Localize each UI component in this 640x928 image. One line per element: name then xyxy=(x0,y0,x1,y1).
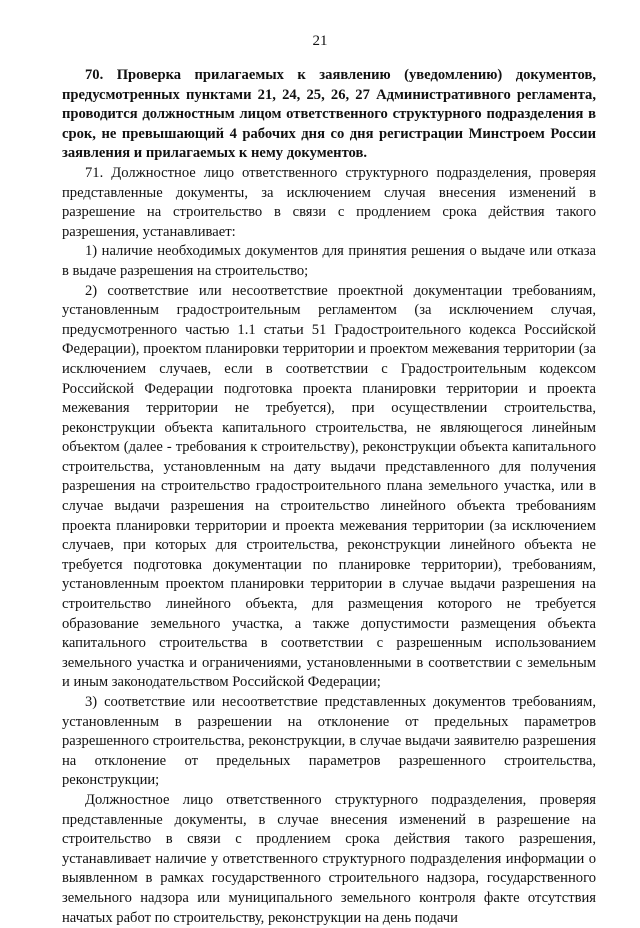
paragraph-71-extension-check: Должностное лицо ответственного структурного подразделения, проверяя представленные документы, в случае внесения изменений в разрешение на строительство в связи с продлением срока действия такого разрешения, устанавливает наличие у ответственного структурного подразделения информации о выявленном в рамках государственного строительного надзора, государственного земельного надзора или муниципального земельного контроля факте отсутствия начатых работ по строительству, реконструкции на день подачи xyxy=(62,791,596,926)
paragraph-71-item-2: 2) соответствие или несоответствие проектной документации требованиям, установленным градостроительным регламентом (за исключением случая, предусмотренного частью 1.1 статьи 51 Градостроительного кодекса Российской Федерации), проектом планировки территории и проектом межевания территории (за исключением случаев, если в соответствии с Градостроительным кодексом Российской Федерации подготовка проекта планировки территории и проекта межевания территории не требуется), при осуществлении строительства, реконструкции объекта капитального строительства, не являющегося линейным объектом (далее - требования к строительству), реконструкции объекта капитального строительства, установленным на дату выдачи представленного для получения разрешения на строительство градостроительного плана земельного участка, или в случае выдачи разрешения на строительство линейного объекта требованиям проекта планировки территории и проекта межевания территории (за исключением случаев, при которых для строительства, реконструкции линейного объекта не требуется подготовка документации по планировке территории), требованиям, установленным проектом планировки территории в случае выдачи разрешения на строительство линейного объекта, для размещения которого не требуется образование земельного участка, а также допустимости размещения объекта капитального строительства в соответствии с разрешенным использованием земельного участка и ограничениями, установленными в соответствии с земельным и иным законодательством Российской Федерации; xyxy=(62,282,596,691)
paragraph-71: 71. Должностное лицо ответственного структурного подразделения, проверяя представленные документы, за исключением случая внесения изменений в разрешение на строительство в связи с продлением срока действия такого разрешения, устанавливает: xyxy=(62,164,596,240)
document-body xyxy=(62,66,596,928)
paragraph-71-item-3: 3) соответствие или несоответствие представленных документов требованиям, установленным в разрешении на отклонение от предельных параметров разрешенного строительства, реконструкции, в случае выдачи заявителю разрешения на отклонение от предельных параметров разрешенного строительства, реконструкции; xyxy=(62,694,596,789)
paragraph-71-item-1: 1) наличие необходимых документов для принятия решения о выдаче или отказа в выдаче разрешения на строительство; xyxy=(62,243,596,279)
page-number: 21 xyxy=(312,33,328,49)
paragraph-70: 70. Проверка прилагаемых к заявлению (уведомлению) документов, предусмотренных пунктами 21, 24, 25, 26, 27 Административного регламента, проводится должностным лицом ответственного структурного подразделения в срок, не превышающий 4 рабочих дня со дня регистрации Минстроем России заявления и прилагаемых к нему документов. xyxy=(62,67,596,162)
